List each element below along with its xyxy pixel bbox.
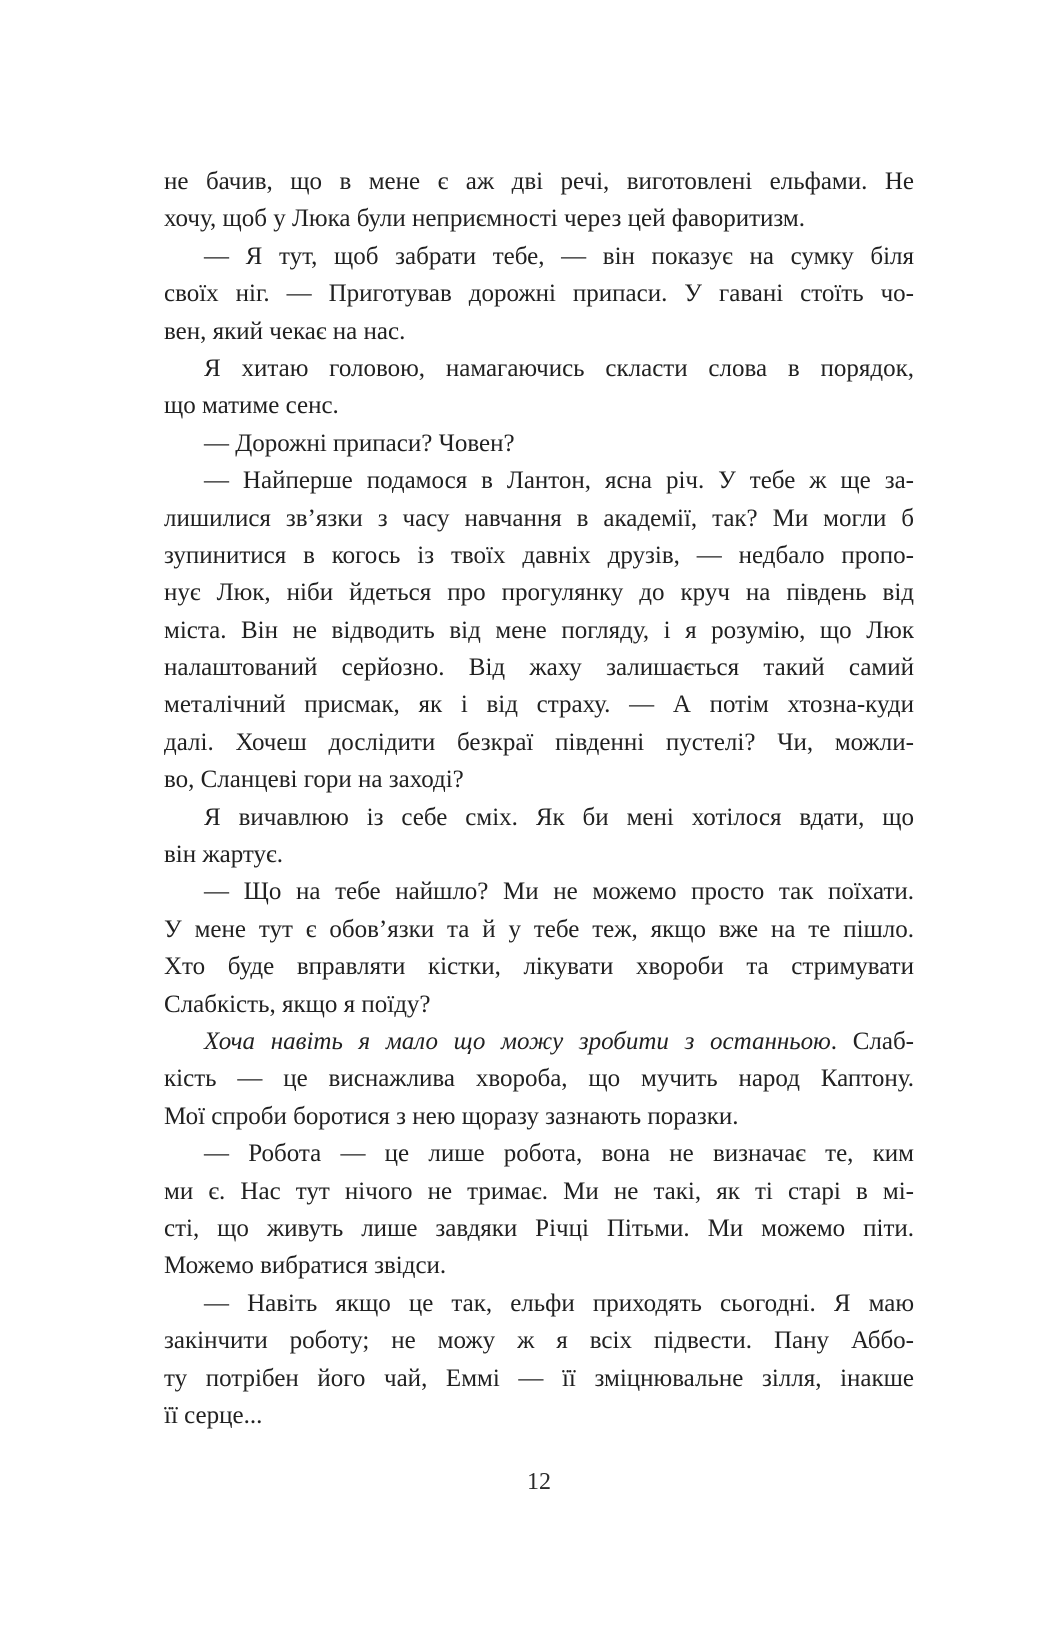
text-line-continuation: . Слаб- xyxy=(830,1027,914,1055)
text-line: нує Люк, ніби йдеться про прогулянку до круч на південь від xyxy=(164,579,914,607)
text-line: Мої спроби боротися з нею щоразу зазнають поразки. xyxy=(164,1102,739,1130)
text-line: що матиме сенс. xyxy=(164,392,339,420)
text-line: Я вичавлюю із себе сміх. Як би мені хотілося вдати, що xyxy=(204,803,914,831)
text-line: во, Сланцеві гори на заході? xyxy=(164,766,464,794)
text-line: вен, який чекає на нас. xyxy=(164,317,406,345)
text-line: металічний присмак, як і від страху. — А потім хтозна-куди xyxy=(164,691,914,719)
text-line: Можемо вибратися звідси. xyxy=(164,1252,447,1280)
text-line: міста. Він не відводить від мене погляду, і я розумію, що Люк xyxy=(164,616,914,644)
text-line: закінчити роботу; не можу ж я всіх підвести. Пану Аббо- xyxy=(164,1327,914,1355)
text-line: ми є. Нас тут нічого не тримає. Ми не такі, як ті старі в мі- xyxy=(164,1177,914,1205)
text-line: Я хитаю головою, намагаючись скласти слова в порядок, xyxy=(204,354,914,382)
text-line: — Дорожні припаси? Човен? xyxy=(204,429,515,457)
text-line: — Я тут, щоб забрати тебе, — він показує на сумку біля xyxy=(204,242,914,270)
text-line: — Найперше подамося в Лантон, ясна річ. У тебе ж ще за- xyxy=(204,467,914,495)
text-line: Хто буде вправляти кістки, лікувати хвороби та стримувати xyxy=(164,953,914,981)
text-line: — Робота — це лише робота, вона не визначає те, ким xyxy=(204,1140,914,1168)
text-block xyxy=(164,163,914,1434)
inner-thought-italic: Хоча навіть я мало що можу зробити з останньою xyxy=(204,1027,831,1055)
text-line: він жартує. xyxy=(164,841,283,869)
text-line: її серце... xyxy=(164,1401,263,1429)
text-line xyxy=(164,1023,914,1060)
text-line: не бачив, що в мене є аж дві речі, виготовлені ельфами. Не xyxy=(164,168,914,195)
text-line: — Що на тебе найшло? Ми не можемо просто так поїхати. xyxy=(204,878,914,906)
text-line: своїх ніг. — Приготував дорожні припаси. У гавані стоїть чо- xyxy=(164,280,914,308)
text-line: сті, що живуть лише завдяки Річці Пітьми. Ми можемо піти. xyxy=(164,1214,914,1242)
text-line: ту потрібен його чай, Еммі — її зміцнювальне зілля, інакше xyxy=(164,1364,914,1392)
text-line: Слабкість, якщо я поїду? xyxy=(164,990,431,1018)
text-line: хочу, щоб у Люка були неприємності через цей фаворитизм. xyxy=(164,205,805,233)
text-line: кість — це виснажлива хвороба, що мучить народ Каптону. xyxy=(164,1065,914,1093)
text-line: У мене тут є обов’язки та й у тебе теж, якщо вже на те пішло. xyxy=(164,915,914,943)
text-line: налаштований серйозно. Від жаху залишається такий самий xyxy=(164,654,914,682)
text-line: лишилися зв’язки з часу навчання в академії, так? Ми могли б xyxy=(164,504,914,532)
text-line: зупинитися в когось із твоїх давніх друзів, — недбало пропо- xyxy=(164,541,914,569)
page-number: 12 xyxy=(527,1469,551,1495)
text-line: далі. Хочеш дослідити безкраї південні пустелі? Чи, можли- xyxy=(164,728,914,756)
text-line: — Навіть якщо це так, ельфи приходять сьогодні. Я маю xyxy=(204,1289,914,1317)
